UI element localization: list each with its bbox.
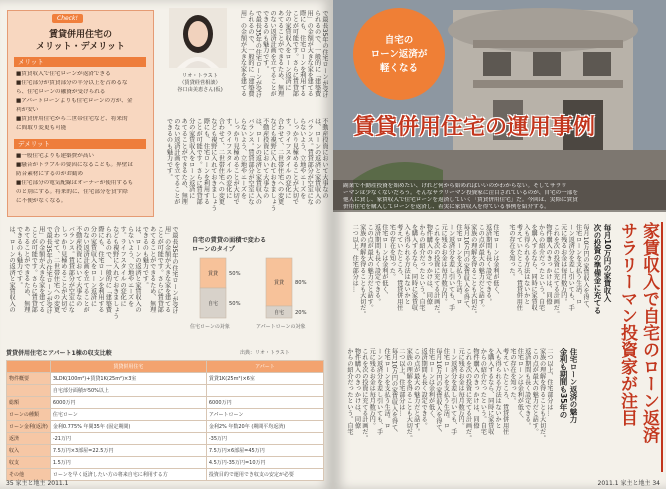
table-cell: 収入	[7, 445, 51, 457]
table-cell: 投資目的で運用でき収支の安定が必要	[206, 469, 323, 481]
box-title-line2: メリット・デメリット	[36, 42, 125, 52]
merit-item: ■賃貸収入で住宅ローンが返済できる	[16, 71, 111, 77]
table-cell: ローン金利(返済)	[7, 421, 51, 433]
lead-line: 副業で不動産投資を始めたい、けれど何から始めればいいのかわからない。そしてサラリ	[343, 183, 567, 189]
table-cell: -21万円	[50, 433, 206, 445]
lead-line: ーマンは少なくないだろう。そんなサラリーマン投資家に注目されているのが、自宅の一部を	[343, 190, 578, 196]
merit-item: 利が安い	[16, 107, 39, 113]
merit-item: に間取り変更も可能	[16, 125, 67, 131]
bar-segment-label: 賃貸	[207, 271, 219, 277]
table-cell: 賃貸1K(25m²)×6室	[206, 373, 323, 385]
article-title: 賃貸併用住宅の運用事例	[353, 114, 596, 140]
table-cell: 7.5万円×3部屋=22.5万円	[50, 445, 206, 457]
subhead-2a: 住宅ローン返済の魅力	[569, 348, 578, 423]
table-cell: 3LDK(100m²)+賃貸1K(25m²)×3室	[50, 373, 206, 385]
table-cell: 収支	[7, 457, 51, 469]
table-cell	[206, 385, 323, 397]
table-cell: 自宅部分面積が50%以上	[50, 385, 206, 397]
hero-badge-line3: 軽くなる	[379, 63, 418, 74]
person-name: 谷口由美恵さん(仮)	[177, 87, 223, 93]
table-cell: アパートローン	[206, 409, 323, 421]
demerit-item: ■一般住宅よりも建築費が高い	[16, 153, 95, 159]
table-header: 賃貸併用住宅	[50, 361, 206, 373]
bar-percent-label: 50%	[229, 301, 241, 307]
income-comparison-table	[6, 360, 324, 481]
merit-item: ら、住宅ローンの融資が受けられる	[16, 89, 106, 95]
merit-item: ■アパートローンよりも住宅ローンの方が、金	[16, 98, 133, 104]
person-company: リオ・トラスト	[181, 73, 219, 79]
table-row	[7, 457, 324, 469]
subhead-1a: 毎月10万円の家賃収入	[603, 224, 612, 302]
table-row	[7, 373, 324, 385]
demerit-item: ■住宅部分の電気配線はオーナーが使用するも	[16, 180, 134, 186]
right-body-lower: 二つ以上、住宅部分は… 家族の理解を得ることも大切だ。 この点が最大の魅力だと話す。 返済期間も長く設定できる。 住宅ローンは金利が低く、 宅の存在を知った。 考えていたところ、賃貸併用住 入も得られる方法はないかと を購入するなら、同時に家賃収 からの紹介だったという。自宅 物件購入のきっかけは、同僚 これを次の投資に充てる計画だ。 元に残るお金は毎月数万円。 ーン返済分を差し引いても、手 住宅ローンを支払う生活。ロ 毎月10万円の家賃収入を得て、 住宅ローンは金利が低く、 返済期間も長く設定できる。 この点が最大の魅力だと話す。 家族の理解を得ることも大切だ。 二つ以上、住宅部分は… 毎月10万円の家賃収入を得て、 住宅ローンを支払う生活。ロ ーン返済分を差し引いても、手 元に残るお金は毎月数万円。 これを次の投資に充てる計画だ。 物件購入のきっかけは、同僚 からの紹介だったという。自宅	[346, 348, 553, 441]
right-page	[333, 0, 666, 489]
person-role: （賃貸経営相談）	[179, 80, 221, 86]
page-folio-left: 35 家主と地主 2011.1	[6, 480, 69, 487]
chart-caption-1: 住宅ローンの対象	[190, 324, 230, 330]
table-row	[7, 385, 324, 397]
table-row	[7, 397, 324, 409]
table-cell: ローンを早く返済したい方の将来自宅に利用する方	[50, 469, 206, 481]
loan-type-chart	[184, 230, 324, 338]
body-text-lower: で最長35年の住宅ローンが受け 用」の金額が大きな家を建てる ことが可能です。さらに賃貸部 あてることができるため、無理 できるのも魅力です。 は、ローンの返済と家賃収入の らないよう、立地やニーズを す。ライフスタイルの変化に なども視野に入れておきましょう られるので、一般的に「建築費 際にも、住宅ローンを利用する 分の家賃収入をローン返済に のない返済計画を立てることが 不動産投資において大事なの バランス。賃貸部分が空室にな しっかり見極めることが大切で 合わせて、二世帯住宅への変更 で最長35年の住宅ローンが受け 用」の金額が大きな家を建てる ことが可能です。さらに賃貸部 あてることができるため、無理 できるのも魅力です。 は、ローンの返済と家賃収入の	[8, 226, 178, 319]
page-folio-right: 2011.1 家主と地主 34	[597, 480, 660, 487]
table-cell: 返済	[7, 433, 51, 445]
bar-percent-label: 20%	[295, 310, 307, 316]
vertical-headline-1: 家賃収入で自宅のローン返済	[639, 222, 659, 443]
bar-percent-label: 50%	[229, 271, 241, 277]
chart-caption-2: アパートローンの対象	[256, 324, 306, 330]
table-header-row	[7, 361, 324, 373]
vertical-headline-2: サラリーマン投資家が注目	[617, 222, 637, 426]
table-cell: ローンの種類	[7, 409, 51, 421]
table-row	[7, 421, 324, 433]
demerit-item: に不便がなくなる。	[16, 198, 67, 204]
chart-title-line1: 自宅の賃貸の面積で変わる	[192, 237, 267, 244]
table-row	[7, 409, 324, 421]
table-cell: 住宅ローン	[50, 409, 206, 421]
bar-segment-label: 自宅	[207, 301, 219, 307]
merit-item: ■賃貸併用住宅から二世帯住宅など、将来的	[16, 116, 128, 122]
body-text-upper: で最長35年の住宅ローンが受け られるので、一般的に「建築費 用」の金額が大きな家を建てる 際にも、住宅ローンを利用する ことが可能です。さらに賃貸部 分の家賃収入をローン返済に あてることができるため、無理 のない返済計画を立てることが できるのも魅力です。 で最長35年の住宅ローンが受け られるので、一般的に「建築費 用」の金額が大きな家を建てる	[239, 10, 328, 99]
table-header	[7, 361, 51, 373]
check-tag: Check!	[52, 14, 83, 23]
table-cell: 総額	[7, 397, 51, 409]
bar-segment-label: 自宅	[273, 310, 285, 316]
table-cell: その他	[7, 469, 51, 481]
table-cell: 1.5万円	[50, 457, 206, 469]
table-cell: 物件概要	[7, 373, 51, 385]
hero-badge-line2: ローン返済が	[370, 49, 428, 60]
subhead-1b: 次の投資の準備金に充てる	[593, 224, 602, 314]
demerit-item: 防音素材にするのがお勧め	[16, 171, 84, 177]
merit-label: メリット	[14, 57, 146, 67]
hero-badge-line1: 自宅の	[384, 35, 414, 46]
table-cell: 7.5万円×6部屋=45万円	[206, 445, 323, 457]
subhead-2b: 金利も期間も35年の	[559, 348, 568, 419]
table-row	[7, 433, 324, 445]
table-title: 賃貸併用住宅とアパート1棟の収支比較	[6, 350, 112, 357]
table-cell: -35万円	[206, 433, 323, 445]
table-cell: 6000万円	[206, 397, 323, 409]
table-cell: 金利0.775% 年間35年 (固定期間)	[50, 421, 206, 433]
body-text-middle: 不動産投資において大事なの は、ローンの返済と家賃収入の バランス。賃貸部分が空室にな らないよう、立地やニーズを しっかり見極めることが大切で す。ライフスタイルの変化に 合わせて、二世帯住宅への変更 なども視野に入れておきましょう 不動産投資において大事なの は、ローンの返済と家賃収入の バランス。賃貸部分が空室にな らないよう、立地やニーズを しっかり見極めることが大切で す。ライフスタイルの変化に 合わせて、二世帯住宅への変更 なども視野に入れておきましょう 際にも、住宅ローンを利用する ことが可能です。さらに賃貸部 分の家賃収入をローン返済に あてることができるため、無理 のない返済計画を立てることが できるのも魅力です。	[165, 118, 328, 211]
demerit-item: ■騒音がトラブルの要因になることも。界壁は	[16, 162, 133, 168]
hero-badge	[353, 8, 445, 100]
demerit-label: デメリット	[14, 139, 146, 149]
table-row	[7, 445, 324, 457]
lead-line: 併用住宅を購入してローンを返済し、着実に家賃収入を得ている事例を紹介する。	[343, 204, 550, 210]
right-body-upper-left: 住宅ローンは金利が低く、 返済期間も長く設定できる。 この点が最大の魅力だと話す。 家族の理解を得ることも大切だ。 毎月10万円の家賃収入を得て、 住宅ローンを支払う生活。ロ ーン返済分を差し引いても、手 元に残るお金は毎月数万円。 これを次の投資に充てる計画だ。 物件購入のきっかけは、同僚 からの紹介だったという。自宅 を購入するなら、同時に家賃収 入も得られる方法はないかと 考えていたところ、賃貸併用住 宅の存在を知った。 住宅ローンは金利が低く、 返済期間も長く設定できる。 この点が最大の魅力だと話す。 家族の理解を得ることも大切だ。 二つ以上、住宅部分は…	[351, 224, 499, 317]
accent-bar	[661, 222, 663, 472]
demerit-item: のと別にする。将来的に、住宅部分を貸す際	[16, 189, 128, 195]
merit-item: ■住宅部分が賃貸部分の半分以上を占めるな	[16, 80, 128, 86]
box-title-line1: 賃貸併用住宅の	[48, 30, 112, 40]
right-body-upper: 毎月10万円の家賃収入を得て、 住宅ローンを支払う生活。ロ ーン返済分を差し引いても、手 元に残るお金は毎月数万円。 これを次の投資に充てる計画だ。 物件購入のきっかけは、同僚 からの紹介だったという。自宅 を購入するなら、同時に家賃収 入も得られる方法はないかと 考えていたところ、賃貸併用住 宅の存在を知った。	[507, 224, 589, 317]
bar-segment-label: 賃貸	[273, 280, 285, 286]
merit-demerit-box	[7, 10, 154, 217]
table-source: 出典：リオ・トラスト	[240, 350, 290, 356]
portrait-photo	[169, 8, 227, 68]
table-cell: 4.5万円-35万円=10万円	[206, 457, 323, 469]
chart-title-line2: ローンのタイプ	[192, 246, 235, 253]
bar-percent-label: 80%	[295, 280, 307, 286]
table-cell	[7, 385, 51, 397]
table-cell: 金利2% 年数20年 (期間平均返済)	[206, 421, 323, 433]
table-header: アパート	[206, 361, 323, 373]
table-cell: 6000万円	[50, 397, 206, 409]
lead-line: 他人に貸し、家賃収入で住宅ローンを返済していく「賃貸併用住宅」だ。今回は、実際に賃貸	[343, 197, 578, 203]
